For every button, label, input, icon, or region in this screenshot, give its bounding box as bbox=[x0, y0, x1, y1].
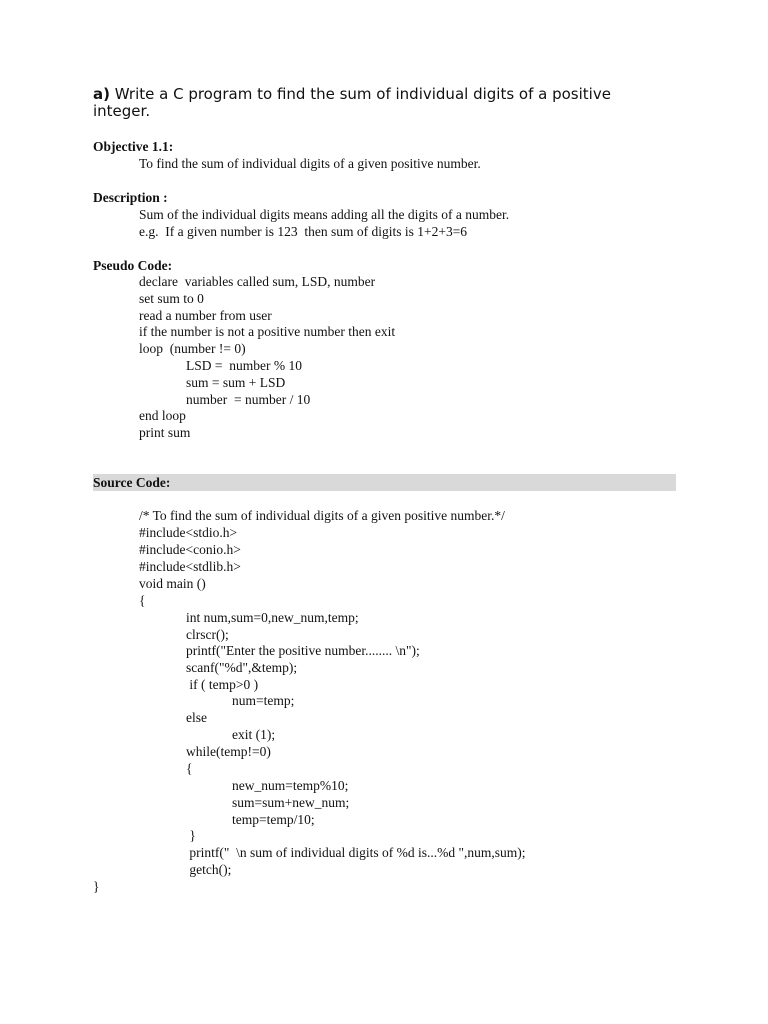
code-line: } bbox=[186, 828, 196, 843]
pseudo-line: loop (number != 0) bbox=[139, 341, 246, 356]
code-line: #include<conio.h> bbox=[139, 542, 241, 557]
code-line: getch(); bbox=[186, 862, 232, 877]
code-line: else bbox=[186, 710, 207, 725]
question-text: Write a C program to find the sum of individual digits of a positive integer. bbox=[93, 85, 611, 120]
code-line: { bbox=[139, 593, 146, 608]
pseudo-line: if the number is not a positive number then exit bbox=[139, 324, 396, 339]
objective-text: To find the sum of individual digits of a given positive number. bbox=[139, 156, 481, 171]
code-line: exit (1); bbox=[232, 727, 276, 742]
code-line: clrscr(); bbox=[186, 627, 229, 642]
code-line: #include<stdlib.h> bbox=[139, 559, 241, 574]
pseudo-line: sum = sum + LSD bbox=[186, 375, 286, 390]
pseudo-line: number = number / 10 bbox=[186, 392, 311, 407]
description-heading: Description : bbox=[93, 190, 168, 205]
pseudo-line: LSD = number % 10 bbox=[186, 358, 302, 373]
pseudo-line: declare variables called sum, LSD, number bbox=[139, 274, 376, 289]
pseudo-line: set sum to 0 bbox=[139, 291, 204, 306]
pseudo-heading: Pseudo Code: bbox=[93, 258, 173, 273]
code-line: temp=temp/10; bbox=[232, 812, 315, 827]
source-heading: Source Code: bbox=[93, 475, 171, 490]
code-line: printf(" \n sum of individual digits of %d is...%d ",num,sum); bbox=[186, 845, 526, 860]
source-heading-shade bbox=[93, 474, 676, 491]
code-line: printf("Enter the positive number........ \n"); bbox=[186, 643, 420, 658]
code-line: #include<stdio.h> bbox=[139, 525, 238, 540]
code-line: num=temp; bbox=[232, 693, 295, 708]
pseudo-line: print sum bbox=[139, 425, 191, 440]
code-line: int num,sum=0,new_num,temp; bbox=[186, 610, 359, 625]
code-line: scanf("%d",&temp); bbox=[186, 660, 298, 675]
code-line: /* To find the sum of individual digits of a given positive number.*/ bbox=[139, 508, 505, 523]
description-line: Sum of the individual digits means adding all the digits of a number. bbox=[139, 207, 510, 222]
pseudo-line: end loop bbox=[139, 408, 186, 423]
code-line: if ( temp>0 ) bbox=[186, 677, 259, 692]
code-line: { bbox=[186, 761, 193, 776]
code-line: void main () bbox=[139, 576, 206, 591]
code-line: } bbox=[93, 879, 100, 894]
pseudo-line: read a number from user bbox=[139, 308, 272, 323]
code-line: sum=sum+new_num; bbox=[232, 795, 350, 810]
code-line: new_num=temp%10; bbox=[232, 778, 349, 793]
code-line: while(temp!=0) bbox=[186, 744, 271, 759]
description-line: e.g. If a given number is 123 then sum of digits is 1+2+3=6 bbox=[139, 224, 468, 239]
question-title bbox=[93, 86, 653, 120]
objective-heading: Objective 1.1: bbox=[93, 139, 174, 154]
question-marker: a) bbox=[93, 85, 110, 103]
